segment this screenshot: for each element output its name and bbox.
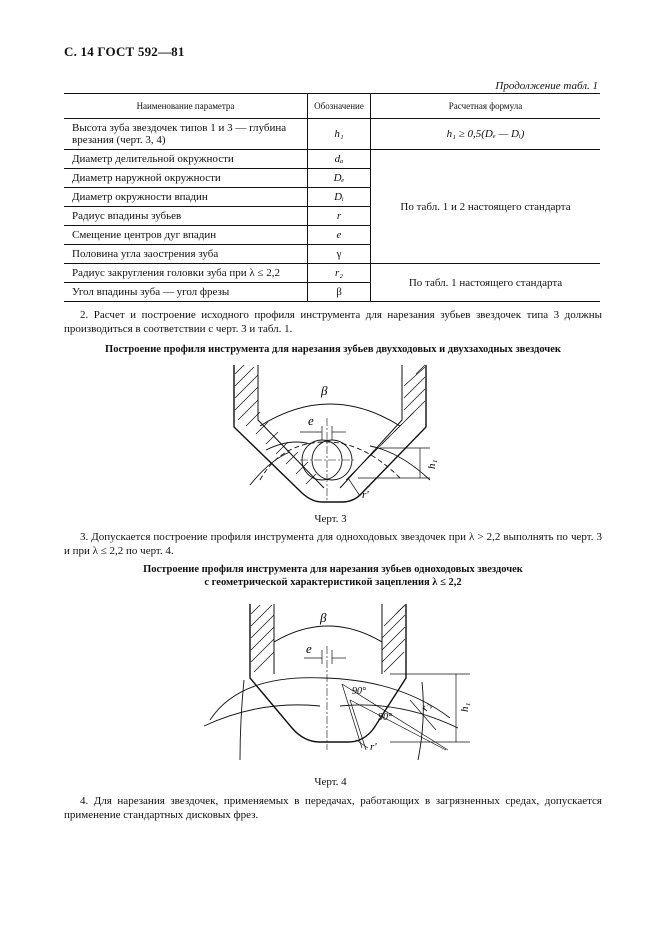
param-name: Угол впадины зуба — угол фрезы — [64, 283, 308, 302]
figure-4-title — [64, 563, 602, 589]
param-symbol: Dᵢ — [308, 188, 371, 207]
table-row — [64, 264, 600, 283]
param-name: Смещение центров дуг впадин — [64, 226, 308, 245]
param-symbol: β — [308, 283, 371, 302]
param-symbol: h₁ — [308, 119, 371, 150]
label-h1: h₁ — [459, 702, 471, 712]
label-r2: r₂ — [418, 700, 434, 714]
param-formula: h₁ ≥ 0,5(Dₑ — Dᵢ) — [371, 119, 601, 150]
label-h1: h₁ — [426, 459, 438, 469]
param-name: Радиус впадины зубьев — [64, 207, 308, 226]
figure-3-title: Построение профиля инструмента для нарезания зубьев двухходовых и двухзаходных звездочек — [105, 344, 561, 355]
label-beta: β — [320, 610, 327, 625]
label-angle-2: 90° — [378, 712, 392, 723]
label-beta: β — [321, 383, 328, 398]
figure-3-caption: Черт. 3 — [314, 513, 347, 525]
param-symbol: γ — [308, 245, 371, 264]
col-header-symbol: Обозначение — [308, 94, 371, 119]
figure-4-title-line-2: с геометрической характеристикой зацепления λ ≤ 2,2 — [204, 577, 462, 588]
col-header-formula: Расчетная формула — [371, 94, 601, 119]
parameters-table — [64, 93, 600, 302]
param-symbol: r₂ — [308, 264, 371, 283]
group-formula-2: По табл. 1 настоящего стандарта — [371, 264, 601, 302]
param-symbol: r — [308, 207, 371, 226]
page-header: С. 14 ГОСТ 592—81 — [64, 44, 185, 59]
label-angle-1: 90° — [352, 686, 366, 697]
table-row — [64, 150, 600, 169]
table-continuation-note: Продолжение табл. 1 — [495, 80, 598, 92]
paragraph-2: 2. Расчет и построение исходного профиля инструмента для нарезания зубьев звездочек типа 3 должны производиться в соответствии с черт. 3 и табл. 1. — [64, 309, 602, 335]
tool-profile-outline — [234, 365, 426, 502]
table-row — [64, 119, 600, 150]
param-name: Половина угла заострения зуба — [64, 245, 308, 264]
hatching — [235, 365, 425, 484]
label-e: e — [306, 641, 312, 656]
param-name: Радиус закругления головки зуба при λ ≤ 2,2 — [64, 264, 308, 283]
paragraph-3: 3. Допускается построение профиля инструмента для одноходовых звездочек при λ > 2,2 выполнять по черт. 3 и при λ ≤ 2,2 по черт. 4. — [64, 531, 602, 557]
paragraph-4: 4. Для нарезания звездочек, применяемых в передачах, работающих в загрязненных средах, допускается применение стандартных дисковых фрез. — [64, 795, 602, 821]
param-symbol: dₐ — [308, 150, 371, 169]
figure-4-drawing — [200, 600, 480, 770]
param-name: Диаметр делительной окружности — [64, 150, 308, 169]
label-r: r' — [362, 489, 369, 501]
col-header-name: Наименование параметра — [64, 94, 308, 119]
figure-3-drawing — [230, 360, 450, 510]
label-e: e — [308, 413, 314, 428]
param-symbol: Dₑ — [308, 169, 371, 188]
param-name: Диаметр наружной окружности — [64, 169, 308, 188]
figure-4-title-line-1: Построение профиля инструмента для нарезания зубьев одноходовых звездочек — [143, 564, 523, 575]
group-formula-1: По табл. 1 и 2 настоящего стандарта — [371, 150, 601, 264]
param-name: Диаметр окружности впадин — [64, 188, 308, 207]
figure-4-caption: Черт. 4 — [314, 776, 347, 788]
param-name: Высота зуба звездочек типов 1 и 3 — глубина врезания (черт. 3, 4) — [64, 119, 308, 150]
label-r: r' — [370, 741, 377, 753]
param-symbol: e — [308, 226, 371, 245]
